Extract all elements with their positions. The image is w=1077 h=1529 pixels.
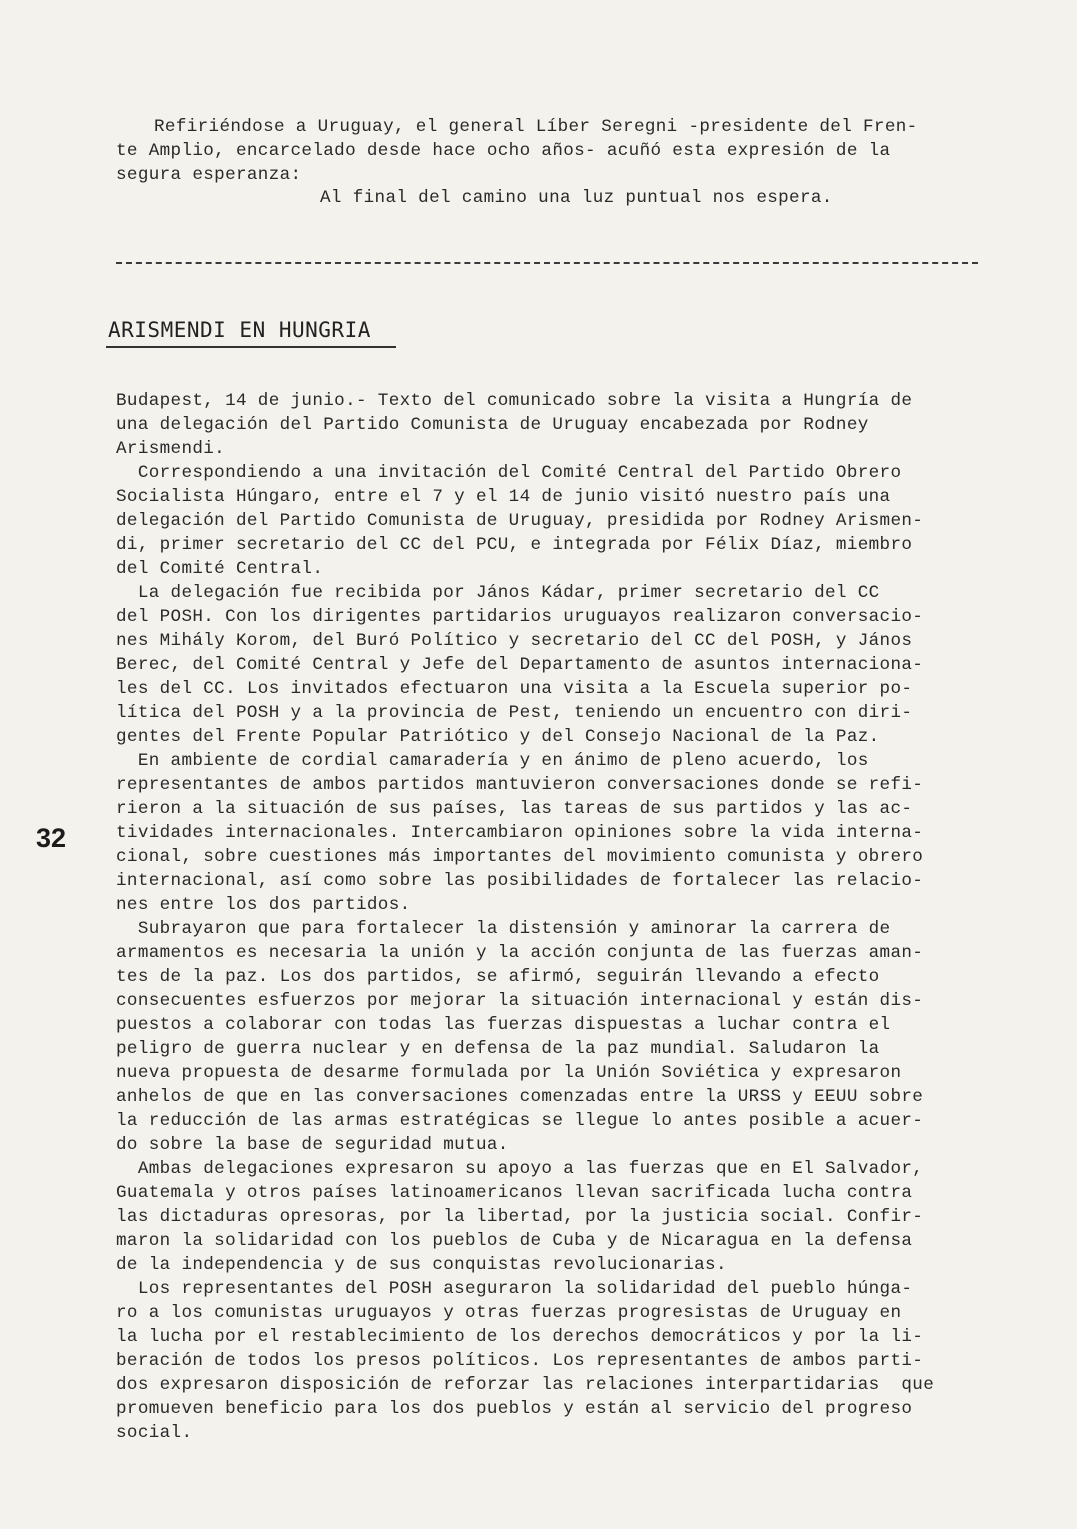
intro-line: segura esperanza: xyxy=(116,165,302,185)
article-line: cional, sobre cuestiones más importantes del movimiento comunista y obrero xyxy=(116,847,924,867)
article-line: armamentos es necesaria la unión y la acción conjunta de las fuerzas aman- xyxy=(116,943,924,963)
article-line: nes Mihály Korom, del Buró Político y secretario del CC del POSH, y János xyxy=(116,631,913,651)
article-line: En ambiente de cordial camaradería y en ánimo de pleno acuerdo, los xyxy=(116,751,869,771)
article-line: les del CC. Los invitados efectuaron una visita a la Escuela superior po- xyxy=(116,679,913,699)
article-line: social. xyxy=(116,1423,193,1443)
article-line: tes de la paz. Los dos partidos, se afirmó, seguirán llevando a efecto xyxy=(116,967,880,987)
article-line: Guatemala y otros países latinoamericanos llevan sacrificada lucha contra xyxy=(116,1183,913,1203)
article-line: di, primer secretario del CC del PCU, e integrada por Félix Díaz, miembro xyxy=(116,535,913,555)
article-line: la reducción de las armas estratégicas se llegue lo antes posible a acuer- xyxy=(116,1111,924,1131)
article-line: dos expresaron disposición de reforzar las relaciones interpartidarias que xyxy=(116,1375,935,1395)
article-line: anhelos de que en las conversaciones comenzadas entre la URSS y EEUU sobre xyxy=(116,1087,924,1107)
title-underline xyxy=(106,346,396,348)
article-line: internacional, así como sobre las posibilidades de fortalecer las relacio- xyxy=(116,871,924,891)
article-line: Subrayaron que para fortalecer la distensión y aminorar la carrera de xyxy=(116,919,891,939)
article-line: Arismendi. xyxy=(116,439,226,459)
article-line: puestos a colaborar con todas las fuerzas dispuestas a luchar contra el xyxy=(116,1015,891,1035)
article-line: Socialista Húngaro, entre el 7 y el 14 de junio visitó nuestro país una xyxy=(116,487,891,507)
article-line: Correspondiendo a una invitación del Comité Central del Partido Obrero xyxy=(116,463,902,483)
article-line: Los representantes del POSH aseguraron la solidaridad del pueblo húnga- xyxy=(116,1279,913,1299)
article-line: La delegación fue recibida por János Kádar, primer secretario del CC xyxy=(116,583,880,603)
article-line: lítica del POSH y a la provincia de Pest, teniendo un encuentro con diri- xyxy=(116,703,913,723)
article-line: del POSH. Con los dirigentes partidarios uruguayos realizaron conversacio- xyxy=(116,607,924,627)
article-line: maron la solidaridad con los pueblos de Cuba y de Nicaragua en la defensa xyxy=(116,1231,913,1251)
article-title: ARISMENDI EN HUNGRIA xyxy=(108,318,371,342)
dashed-separator xyxy=(116,262,978,264)
article-line: Ambas delegaciones expresaron su apoyo a las fuerzas que en El Salvador, xyxy=(116,1159,924,1179)
article-line: Budapest, 14 de junio.- Texto del comunicado sobre la visita a Hungría de xyxy=(116,391,913,411)
article-line: las dictaduras opresoras, por la libertad, por la justicia social. Confir- xyxy=(116,1207,924,1227)
article-line: nueva propuesta de desarme formulada por la Unión Soviética y expresaron xyxy=(116,1063,902,1083)
article-line: delegación del Partido Comunista de Uruguay, presidida por Rodney Arismen- xyxy=(116,511,924,531)
article-line: del Comité Central. xyxy=(116,559,324,579)
article-line: gentes del Frente Popular Patriótico y del Consejo Nacional de la Paz. xyxy=(116,727,880,747)
article-line: nes entre los dos partidos. xyxy=(116,895,411,915)
intro-line: te Amplio, encarcelado desde hace ocho años- acuñó esta expresión de la xyxy=(116,141,891,161)
article-line: consecuentes esfuerzos por mejorar la situación internacional y están dis- xyxy=(116,991,924,1011)
article-line: beración de todos los presos políticos. Los representantes de ambos parti- xyxy=(116,1351,924,1371)
intro-quote: Al final del camino una luz puntual nos espera. xyxy=(320,188,833,208)
article-line: una delegación del Partido Comunista de Uruguay encabezada por Rodney xyxy=(116,415,869,435)
article-line: representantes de ambos partidos mantuvieron conversaciones donde se refi- xyxy=(116,775,924,795)
article-line: tividades internacionales. Intercambiaron opiniones sobre la vida interna- xyxy=(116,823,924,843)
article-line: do sobre la base de seguridad mutua. xyxy=(116,1135,509,1155)
intro-line: Refiriéndose a Uruguay, el general Líber Seregni -presidente del Fren- xyxy=(154,117,918,137)
page-number: 32 xyxy=(36,823,67,853)
article-line: promueven beneficio para los dos pueblos y están al servicio del progreso xyxy=(116,1399,913,1419)
article-line: Berec, del Comité Central y Jefe del Departamento de asuntos internaciona- xyxy=(116,655,924,675)
article-line: rieron a la situación de sus países, las tareas de sus partidos y las ac- xyxy=(116,799,913,819)
article-line: ro a los comunistas uruguayos y otras fuerzas progresistas de Uruguay en xyxy=(116,1303,902,1323)
article-line: peligro de guerra nuclear y en defensa de la paz mundial. Saludaron la xyxy=(116,1039,880,1059)
article-line: de la independencia y de sus conquistas revolucionarias. xyxy=(116,1255,727,1275)
article-line: la lucha por el restablecimiento de los derechos democráticos y por la li- xyxy=(116,1327,924,1347)
